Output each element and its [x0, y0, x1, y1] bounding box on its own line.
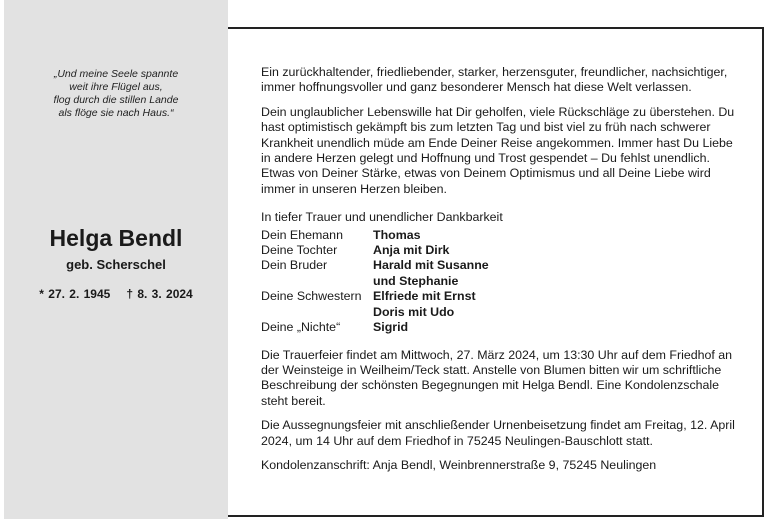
funeral-info: Die Trauerfeier findet am Mittwoch, 27. März 2024, um 13:30 Uhr auf dem Friedhof an der Weinsteige in Weilheim/Teck statt. Anstelle von Blumen bitten wir um schriftliche Beschreibung der schönsten Begegnungen mit Helga Bendl. Eine Kondolenzschale steht bereit.: [261, 347, 733, 408]
maiden-name: geb. Scherschel: [66, 257, 166, 272]
mourner-row: [261, 305, 489, 320]
mourner-names: Thomas: [373, 227, 421, 242]
mourner-role: [261, 305, 373, 320]
poem-quote: [4, 68, 228, 120]
quote-line: als flöge sie nach Haus.“: [58, 107, 174, 119]
quote-line: flog durch die stillen Lande: [53, 94, 179, 106]
mourner-role: Dein Bruder: [261, 258, 328, 273]
death-date: † 8. 3. 2024: [126, 287, 193, 301]
mourning-intro: In tiefer Trauer und unendlicher Dankbarkeit: [261, 210, 503, 225]
mourner-names: Doris mit Udo: [373, 304, 455, 319]
mourner-role: [261, 274, 373, 289]
quote-line: weit ihre Flügel aus,: [69, 81, 163, 93]
mourner-names: Anja mit Dirk: [373, 243, 450, 258]
condolence-address: Kondolenzanschrift: Anja Bendl, Weinbrennerstraße 9, 75245 Neulingen: [261, 457, 657, 472]
notice-body: [261, 65, 741, 473]
deceased-name: Helga Bendl: [49, 225, 183, 251]
mourner-row: [261, 320, 489, 335]
mourner-names: Harald mit Susanne: [373, 258, 489, 273]
mourner-row: [261, 258, 489, 273]
urn-burial-info: Die Aussegnungsfeier mit anschließender Urnenbeisetzung findet am Freitag, 12. April 2024, um 14 Uhr auf dem Friedhof in 75245 Neulingen-Bauschlott statt.: [261, 418, 735, 448]
mourner-names: Sigrid: [373, 320, 409, 335]
mourner-row: [261, 243, 489, 258]
mourner-role: Deine Tochter: [261, 243, 338, 258]
mourner-row: [261, 274, 489, 289]
birth-date: * 27. 2. 1945: [39, 287, 111, 301]
quote-line: „Und meine Seele spannte: [53, 68, 179, 80]
mourner-names: und Stephanie: [373, 273, 459, 288]
mourner-row: [261, 228, 489, 243]
farewell-paragraph: Dein unglaublicher Lebenswille hat Dir geholfen, viele Rückschläge zu überstehen. Du hast optimistisch gekämpft bis zum letzten Tag und bist viel zu früh nach schwerer Krankheit unendlich müde am Ende Deiner Reise angekommen. Immer hast Du Liebe in andere Herzen gelegt und Hoffnung und Trost gespendet – Du fehlst unendlich. Etwas von Deiner Stärke, etwas von Deinem Optimismus und all Deine Liebe wird immer in unseren Herzen bleiben.: [261, 104, 735, 196]
tribute-paragraph: Ein zurückhaltender, friedliebender, starker, herzensguter, freundlicher, nachsichtiger, immer hoffnungsvoller und ganz besonderer Mensch hat diese Welt verlassen.: [261, 65, 728, 95]
mourner-names: Elfriede mit Ernst: [373, 289, 476, 304]
mourner-role: Dein Ehemann: [261, 227, 343, 242]
mourner-row: [261, 289, 489, 304]
mourner-role: Deine Schwestern: [261, 289, 362, 304]
mourner-role: Deine „Nichte“: [261, 320, 341, 335]
life-dates: [4, 286, 228, 302]
mourners-list: [261, 228, 489, 336]
